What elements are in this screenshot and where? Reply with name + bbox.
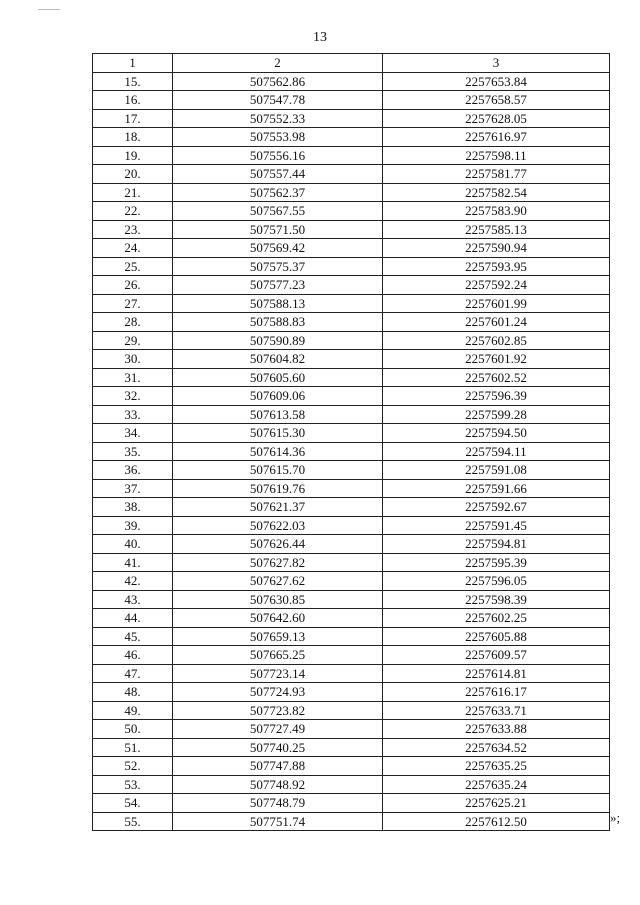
x-coordinate-cell: 507605.60	[173, 368, 383, 387]
x-coordinate-cell: 507567.55	[173, 202, 383, 221]
y-coordinate-cell: 2257594.81	[383, 535, 610, 554]
y-coordinate-cell: 2257596.39	[383, 387, 610, 406]
point-number-cell: 43.	[93, 590, 173, 609]
x-coordinate-cell: 507557.44	[173, 165, 383, 184]
y-coordinate-cell: 2257635.25	[383, 757, 610, 776]
x-coordinate-cell: 507622.03	[173, 516, 383, 535]
table-row	[93, 387, 610, 406]
x-coordinate-cell: 507615.30	[173, 424, 383, 443]
table-row	[93, 294, 610, 313]
y-coordinate-cell: 2257601.92	[383, 350, 610, 369]
table-header-row	[93, 54, 610, 73]
table-row	[93, 664, 610, 683]
y-coordinate-cell: 2257585.13	[383, 220, 610, 239]
table-row	[93, 701, 610, 720]
point-number-cell: 34.	[93, 424, 173, 443]
point-number-cell: 16.	[93, 91, 173, 110]
x-coordinate-cell: 507588.13	[173, 294, 383, 313]
x-coordinate-cell: 507723.82	[173, 701, 383, 720]
point-number-cell: 50.	[93, 720, 173, 739]
x-coordinate-cell: 507562.86	[173, 72, 383, 91]
x-coordinate-cell: 507613.58	[173, 405, 383, 424]
x-coordinate-cell: 507552.33	[173, 109, 383, 128]
table-row	[93, 738, 610, 757]
x-coordinate-cell: 507740.25	[173, 738, 383, 757]
point-number-cell: 15.	[93, 72, 173, 91]
point-number-cell: 26.	[93, 276, 173, 295]
point-number-cell: 20.	[93, 165, 173, 184]
point-number-cell: 30.	[93, 350, 173, 369]
table-row	[93, 424, 610, 443]
point-number-cell: 22.	[93, 202, 173, 221]
y-coordinate-cell: 2257616.17	[383, 683, 610, 702]
point-number-cell: 36.	[93, 461, 173, 480]
closing-quote-mark: »;	[610, 810, 621, 825]
x-coordinate-cell: 507614.36	[173, 442, 383, 461]
table-row	[93, 646, 610, 665]
point-number-cell: 49.	[93, 701, 173, 720]
y-coordinate-cell: 2257602.25	[383, 609, 610, 628]
y-coordinate-cell: 2257614.81	[383, 664, 610, 683]
point-number-cell: 51.	[93, 738, 173, 757]
table-row	[93, 794, 610, 813]
y-coordinate-cell: 2257616.97	[383, 128, 610, 147]
x-coordinate-cell: 507621.37	[173, 498, 383, 517]
x-coordinate-cell: 507748.79	[173, 794, 383, 813]
table-row	[93, 572, 610, 591]
x-coordinate-cell: 507727.49	[173, 720, 383, 739]
y-coordinate-cell: 2257593.95	[383, 257, 610, 276]
point-number-cell: 35.	[93, 442, 173, 461]
y-coordinate-cell: 2257592.24	[383, 276, 610, 295]
table-row	[93, 183, 610, 202]
x-coordinate-cell: 507748.92	[173, 775, 383, 794]
x-coordinate-cell: 507627.82	[173, 553, 383, 572]
scan-speck	[38, 9, 60, 10]
x-coordinate-cell: 507627.62	[173, 572, 383, 591]
table-row	[93, 350, 610, 369]
point-number-cell: 46.	[93, 646, 173, 665]
table-row	[93, 627, 610, 646]
x-coordinate-cell: 507569.42	[173, 239, 383, 258]
page-number: 13	[313, 30, 327, 45]
y-coordinate-cell: 2257602.85	[383, 331, 610, 350]
y-coordinate-cell: 2257594.11	[383, 442, 610, 461]
point-number-cell: 48.	[93, 683, 173, 702]
table-row	[93, 109, 610, 128]
table-row	[93, 683, 610, 702]
point-number-cell: 37.	[93, 479, 173, 498]
table-row	[93, 405, 610, 424]
point-number-cell: 39.	[93, 516, 173, 535]
x-coordinate-cell: 507724.93	[173, 683, 383, 702]
point-number-cell: 24.	[93, 239, 173, 258]
point-number-cell: 29.	[93, 331, 173, 350]
point-number-cell: 44.	[93, 609, 173, 628]
x-coordinate-cell: 507626.44	[173, 535, 383, 554]
point-number-cell: 47.	[93, 664, 173, 683]
x-coordinate-cell: 507575.37	[173, 257, 383, 276]
y-coordinate-cell: 2257628.05	[383, 109, 610, 128]
point-number-cell: 17.	[93, 109, 173, 128]
column-header-3: 3	[383, 54, 610, 73]
point-number-cell: 21.	[93, 183, 173, 202]
point-number-cell: 40.	[93, 535, 173, 554]
x-coordinate-cell: 507642.60	[173, 609, 383, 628]
table-row	[93, 91, 610, 110]
table-row	[93, 812, 610, 831]
table-row	[93, 553, 610, 572]
x-coordinate-cell: 507604.82	[173, 350, 383, 369]
x-coordinate-cell: 507615.70	[173, 461, 383, 480]
table-row	[93, 220, 610, 239]
point-number-cell: 38.	[93, 498, 173, 517]
table-row	[93, 257, 610, 276]
column-header-2: 2	[173, 54, 383, 73]
y-coordinate-cell: 2257601.99	[383, 294, 610, 313]
y-coordinate-cell: 2257634.52	[383, 738, 610, 757]
point-number-cell: 19.	[93, 146, 173, 165]
table-row	[93, 516, 610, 535]
y-coordinate-cell: 2257658.57	[383, 91, 610, 110]
y-coordinate-cell: 2257591.66	[383, 479, 610, 498]
x-coordinate-cell: 507723.14	[173, 664, 383, 683]
y-coordinate-cell: 2257625.21	[383, 794, 610, 813]
y-coordinate-cell: 2257598.11	[383, 146, 610, 165]
x-coordinate-cell: 507751.74	[173, 812, 383, 831]
column-header-1: 1	[93, 54, 173, 73]
y-coordinate-cell: 2257595.39	[383, 553, 610, 572]
x-coordinate-cell: 507619.76	[173, 479, 383, 498]
table-row	[93, 313, 610, 332]
point-number-cell: 18.	[93, 128, 173, 147]
table-row	[93, 590, 610, 609]
table-row	[93, 479, 610, 498]
table-row	[93, 146, 610, 165]
x-coordinate-cell: 507547.78	[173, 91, 383, 110]
table-row	[93, 331, 610, 350]
y-coordinate-cell: 2257591.08	[383, 461, 610, 480]
y-coordinate-cell: 2257591.45	[383, 516, 610, 535]
y-coordinate-cell: 2257594.50	[383, 424, 610, 443]
point-number-cell: 32.	[93, 387, 173, 406]
x-coordinate-cell: 507747.88	[173, 757, 383, 776]
y-coordinate-cell: 2257581.77	[383, 165, 610, 184]
y-coordinate-cell: 2257601.24	[383, 313, 610, 332]
x-coordinate-cell: 507665.25	[173, 646, 383, 665]
table-row	[93, 461, 610, 480]
point-number-cell: 23.	[93, 220, 173, 239]
table-row	[93, 128, 610, 147]
table-row	[93, 775, 610, 794]
x-coordinate-cell: 507609.06	[173, 387, 383, 406]
table-row	[93, 239, 610, 258]
y-coordinate-cell: 2257582.54	[383, 183, 610, 202]
y-coordinate-cell: 2257635.24	[383, 775, 610, 794]
table-row	[93, 276, 610, 295]
table-row	[93, 368, 610, 387]
table-row	[93, 609, 610, 628]
table-row	[93, 720, 610, 739]
x-coordinate-cell: 507553.98	[173, 128, 383, 147]
x-coordinate-cell: 507562.37	[173, 183, 383, 202]
y-coordinate-cell: 2257609.57	[383, 646, 610, 665]
y-coordinate-cell: 2257633.88	[383, 720, 610, 739]
point-number-cell: 52.	[93, 757, 173, 776]
table-row	[93, 498, 610, 517]
point-number-cell: 28.	[93, 313, 173, 332]
table-row	[93, 202, 610, 221]
x-coordinate-cell: 507556.16	[173, 146, 383, 165]
coordinates-table-body	[93, 54, 610, 831]
x-coordinate-cell: 507630.85	[173, 590, 383, 609]
table-row	[93, 442, 610, 461]
y-coordinate-cell: 2257602.52	[383, 368, 610, 387]
point-number-cell: 55.	[93, 812, 173, 831]
y-coordinate-cell: 2257590.94	[383, 239, 610, 258]
x-coordinate-cell: 507659.13	[173, 627, 383, 646]
y-coordinate-cell: 2257598.39	[383, 590, 610, 609]
x-coordinate-cell: 507571.50	[173, 220, 383, 239]
y-coordinate-cell: 2257633.71	[383, 701, 610, 720]
y-coordinate-cell: 2257612.50	[383, 812, 610, 831]
point-number-cell: 53.	[93, 775, 173, 794]
coordinates-table	[92, 53, 610, 831]
table-row	[93, 72, 610, 91]
y-coordinate-cell: 2257653.84	[383, 72, 610, 91]
point-number-cell: 42.	[93, 572, 173, 591]
y-coordinate-cell: 2257605.88	[383, 627, 610, 646]
y-coordinate-cell: 2257596.05	[383, 572, 610, 591]
point-number-cell: 31.	[93, 368, 173, 387]
x-coordinate-cell: 507590.89	[173, 331, 383, 350]
point-number-cell: 54.	[93, 794, 173, 813]
point-number-cell: 33.	[93, 405, 173, 424]
table-row	[93, 757, 610, 776]
y-coordinate-cell: 2257599.28	[383, 405, 610, 424]
point-number-cell: 41.	[93, 553, 173, 572]
point-number-cell: 45.	[93, 627, 173, 646]
table-row	[93, 165, 610, 184]
y-coordinate-cell: 2257583.90	[383, 202, 610, 221]
table-row	[93, 535, 610, 554]
x-coordinate-cell: 507588.83	[173, 313, 383, 332]
y-coordinate-cell: 2257592.67	[383, 498, 610, 517]
point-number-cell: 25.	[93, 257, 173, 276]
x-coordinate-cell: 507577.23	[173, 276, 383, 295]
point-number-cell: 27.	[93, 294, 173, 313]
